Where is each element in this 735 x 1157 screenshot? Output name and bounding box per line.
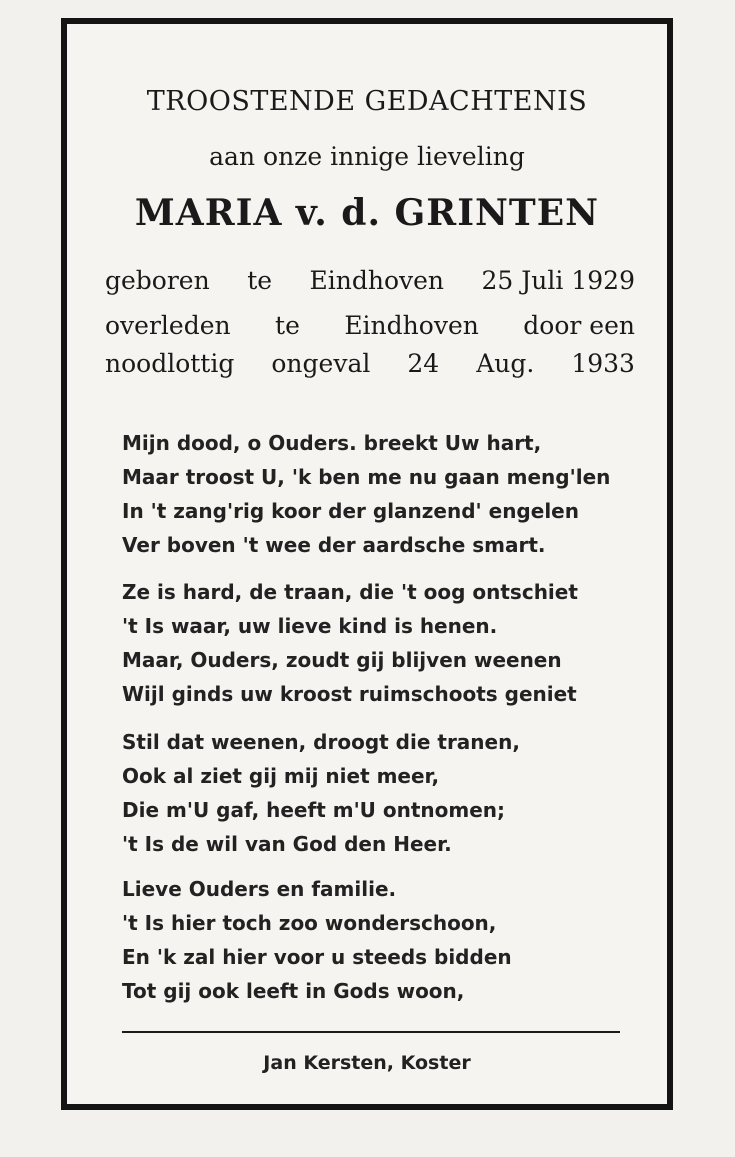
bio-word: noodlottig	[105, 349, 235, 378]
bio-word: 1933	[571, 349, 635, 378]
poem-line: En 'k zal hier voor u steeds bidden	[122, 945, 512, 969]
card-title: TROOSTENDE GEDACHTENIS	[146, 86, 588, 117]
card-subtitle: aan onze innige lieveling	[209, 142, 525, 171]
poem-line: Ver boven 't wee der aardsche smart.	[122, 533, 546, 557]
bio-word: Eindhoven	[344, 311, 479, 340]
poem-line: Mijn dood, o Ouders. breekt Uw hart,	[122, 431, 542, 455]
printer-signature: Jan Kersten, Koster	[263, 1052, 471, 1074]
poem-line: Maar, Ouders, zoudt gij blijven weenen	[122, 648, 562, 672]
poem-stanza-4	[122, 872, 512, 1008]
poem-line: 't Is de wil van God den Heer.	[122, 832, 452, 856]
poem-line: 't Is hier toch zoo wonderschoon,	[122, 911, 497, 935]
bio-word: ongeval	[271, 349, 371, 378]
poem-line: Ze is hard, de traan, die 't oog ontschiet	[122, 580, 578, 604]
deceased-name: MARIA v. d. GRINTEN	[134, 192, 600, 234]
poem-line: 't Is waar, uw lieve kind is henen.	[122, 614, 498, 638]
birth-line	[105, 266, 635, 295]
bio-word: te	[247, 266, 273, 295]
poem-line: Die m'U gaf, heeft m'U ontnomen;	[122, 798, 506, 822]
bio-word: Eindhoven	[309, 266, 445, 295]
poem-line: Wijl ginds uw kroost ruimschoots geniet	[122, 682, 577, 706]
bio-word: te	[275, 311, 300, 340]
bio-word: Aug.	[476, 349, 535, 378]
poem-line: In 't zang'rig koor der glanzend' engelen	[122, 499, 579, 523]
bio-word: 25 Juli 1929	[481, 266, 635, 295]
poem-line: Stil dat weenen, droogt die tranen,	[122, 730, 520, 754]
poem-stanza-3	[122, 725, 520, 861]
poem-line: Ook al ziet gij mij niet meer,	[122, 764, 440, 788]
divider-line	[122, 1031, 620, 1033]
black-border-frame	[61, 18, 673, 1110]
bio-word: door een	[523, 311, 635, 340]
cause-line	[105, 349, 635, 378]
poem-stanza-2	[122, 575, 578, 711]
poem-line: Maar troost U, 'k ben me nu gaan meng'len	[122, 465, 611, 489]
poem-stanza-1	[122, 426, 610, 562]
bio-word: overleden	[105, 311, 231, 340]
bio-word: 24	[407, 349, 440, 378]
death-line	[105, 311, 635, 340]
bio-word: geboren	[105, 266, 210, 295]
poem-line: Lieve Ouders en familie.	[122, 877, 397, 901]
poem-line: Tot gij ook leeft in Gods woon,	[122, 979, 465, 1003]
